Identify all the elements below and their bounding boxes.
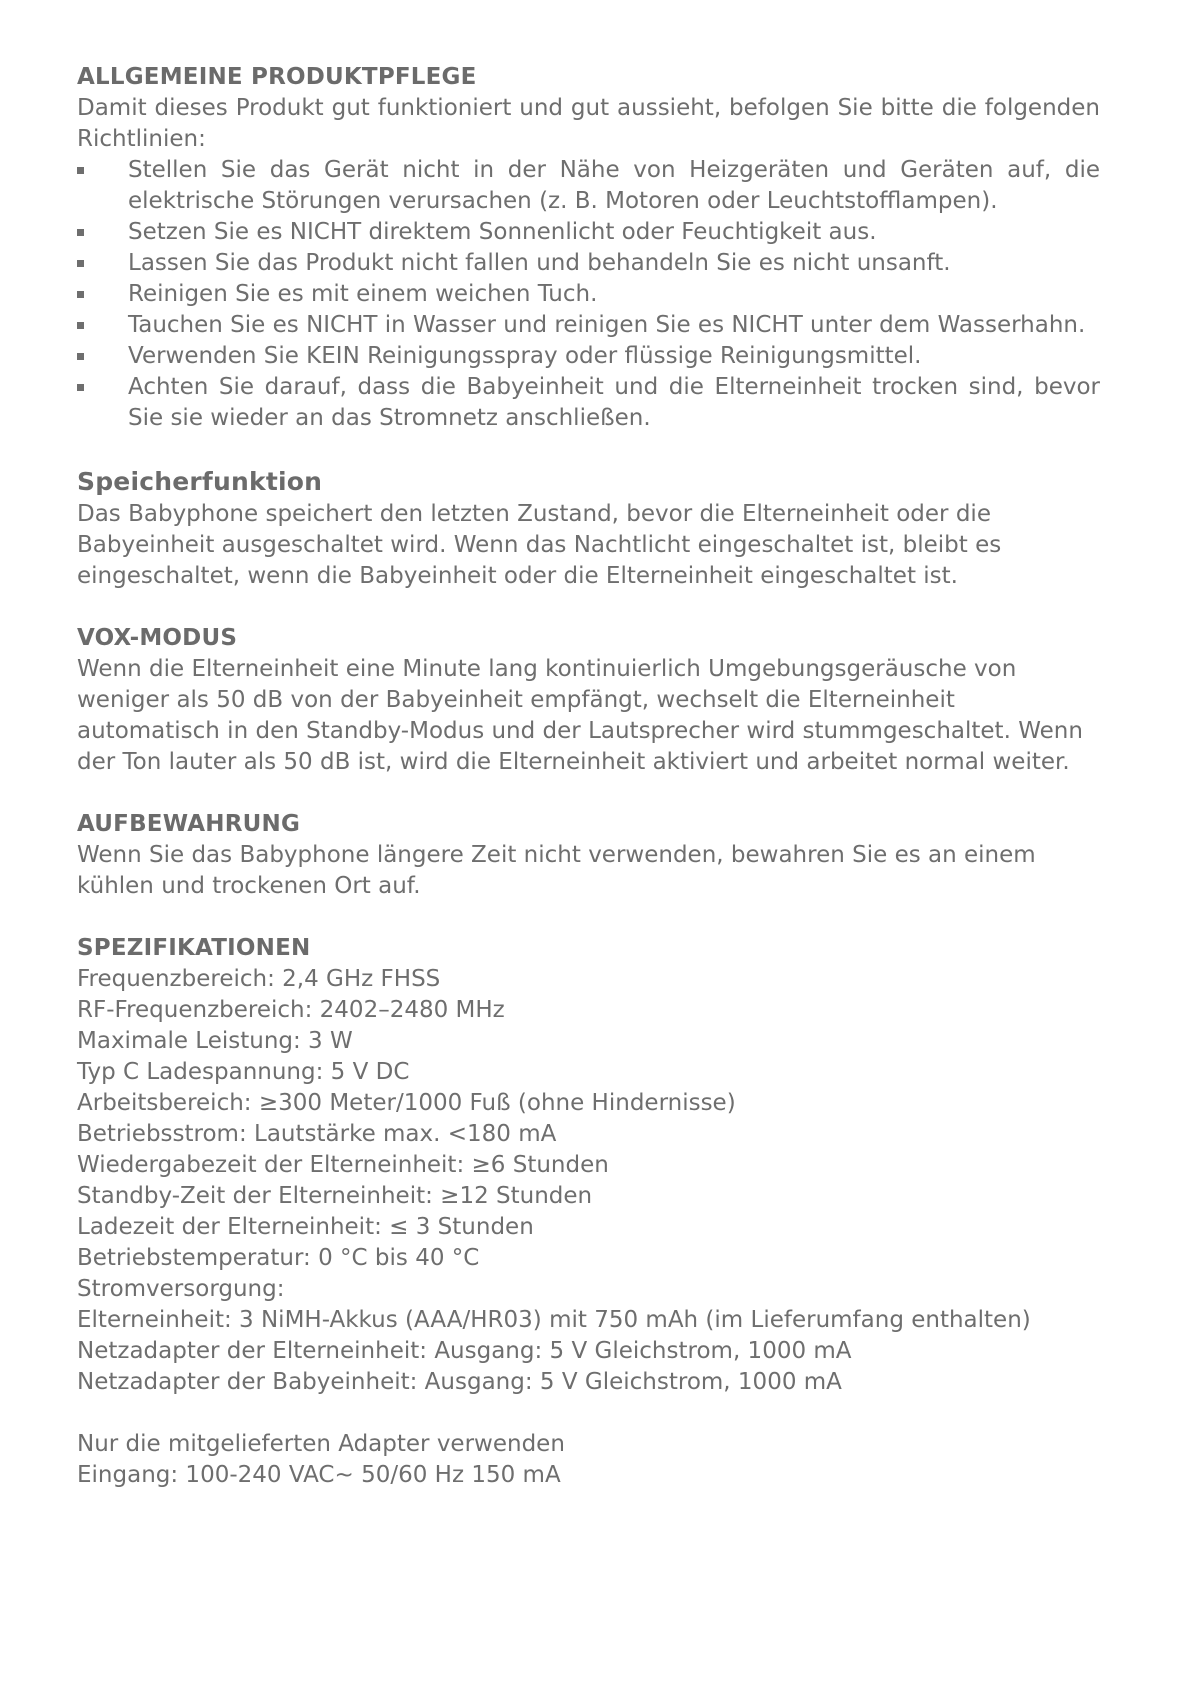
spec-line: Stromversorgung:	[77, 1276, 285, 1302]
memory-text: Das Babyphone speichert den letzten Zustand, bevor die Elterneinheit oder die Babyeinheit ausgeschaltet wird. Wenn das Nachtlicht eingeschaltet ist, bleibt es eingeschaltet, wenn die Babyeinheit oder die Elterneinheit eingeschaltet ist.	[77, 501, 1002, 589]
spec-line: Standby-Zeit der Elterneinheit: ≥12 Stunden	[77, 1183, 593, 1209]
spec-line: Netzadapter der Babyeinheit: Ausgang: 5 V Gleichstrom, 1000 mA	[77, 1369, 842, 1395]
adapter-note: Nur die mitgelieferten Adapter verwenden	[77, 1431, 565, 1457]
specs-heading: SPEZIFIKATIONEN	[77, 935, 311, 961]
bullet-icon	[77, 291, 84, 298]
spacer	[77, 1398, 1100, 1429]
list-item-text: Stellen Sie das Gerät nicht in der Nähe von Heizgeräten und Geräten auf, die elektrische Störungen verursachen (z. B. Motoren oder Leuchtstofflampen).	[128, 157, 1100, 214]
bullet-icon	[77, 229, 84, 236]
storage-heading: AUFBEWAHRUNG	[77, 811, 301, 837]
bullet-icon	[77, 322, 84, 329]
spec-line: Maximale Leistung: 3 W	[77, 1028, 353, 1054]
bullet-icon	[77, 384, 84, 391]
spec-line: RF-Frequenzbereich: 2402–2480 MHz	[77, 997, 505, 1023]
spec-line: Wiedergabezeit der Elterneinheit: ≥6 Stunden	[77, 1152, 609, 1178]
spec-line: Typ C Ladespannung: 5 V DC	[77, 1059, 410, 1085]
spec-line: Arbeitsbereich: ≥300 Meter/1000 Fuß (ohne Hindernisse)	[77, 1090, 736, 1116]
spec-line: Frequenzbereich: 2,4 GHz FHSS	[77, 966, 441, 992]
list-item	[77, 372, 1100, 434]
vox-text: Wenn die Elterneinheit eine Minute lang kontinuierlich Umgebungsgeräusche von weniger als 50 dB von der Babyeinheit empfängt, wechselt die Elterneinheit automatisch in den Standby-Modus und der Lautsprecher wird stummgeschaltet. Wenn der Ton lauter als 50 dB ist, wird die Elterneinheit aktiviert und arbeitet normal weiter.	[77, 656, 1083, 775]
spec-line: Betriebsstrom: Lautstärke max. <180 mA	[77, 1121, 557, 1147]
spacer	[77, 778, 1100, 809]
specs-list	[77, 964, 1100, 1398]
spacer	[77, 902, 1100, 933]
list-item	[77, 279, 1100, 310]
bullet-icon	[77, 353, 84, 360]
care-list	[77, 155, 1100, 434]
spec-line: Betriebstemperatur: 0 °C bis 40 °C	[77, 1245, 480, 1271]
list-item	[77, 310, 1100, 341]
adapter-input: Eingang: 100-240 VAC~ 50/60 Hz 150 mA	[77, 1462, 561, 1488]
list-item	[77, 248, 1100, 279]
bullet-icon	[77, 167, 84, 174]
care-heading: ALLGEMEINE PRODUKTPFLEGE	[77, 64, 477, 90]
list-item	[77, 155, 1100, 217]
care-intro: Damit dieses Produkt gut funktioniert und gut aussieht, befolgen Sie bitte die folgenden Richtlinien:	[77, 95, 1100, 152]
list-item-text: Reinigen Sie es mit einem weichen Tuch.	[128, 281, 598, 307]
list-item-text: Achten Sie darauf, dass die Babyeinheit und die Elterneinheit trocken sind, bevor Sie sie wieder an das Stromnetz anschließen.	[128, 374, 1100, 431]
document-page	[77, 62, 1100, 1491]
bullet-icon	[77, 260, 84, 267]
spacer	[77, 434, 1100, 465]
vox-heading: VOX-MODUS	[77, 625, 238, 651]
spacer	[77, 592, 1100, 623]
list-item	[77, 341, 1100, 372]
list-item-text: Verwenden Sie KEIN Reinigungsspray oder flüssige Reinigungsmittel.	[128, 343, 922, 369]
list-item-text: Lassen Sie das Produkt nicht fallen und behandeln Sie es nicht unsanft.	[128, 250, 951, 276]
list-item	[77, 217, 1100, 248]
storage-text: Wenn Sie das Babyphone längere Zeit nicht verwenden, bewahren Sie es an einem kühlen und trockenen Ort auf.	[77, 842, 1036, 899]
memory-heading: Speicherfunktion	[77, 467, 323, 496]
spec-line: Elterneinheit: 3 NiMH-Akkus (AAA/HR03) mit 750 mAh (im Lieferumfang enthalten)	[77, 1307, 1031, 1333]
list-item-text: Setzen Sie es NICHT direktem Sonnenlicht oder Feuchtigkeit aus.	[128, 219, 877, 245]
spec-line: Ladezeit der Elterneinheit: ≤ 3 Stunden	[77, 1214, 534, 1240]
list-item-text: Tauchen Sie es NICHT in Wasser und reinigen Sie es NICHT unter dem Wasserhahn.	[128, 312, 1086, 338]
spec-line: Netzadapter der Elterneinheit: Ausgang: 5 V Gleichstrom, 1000 mA	[77, 1338, 852, 1364]
